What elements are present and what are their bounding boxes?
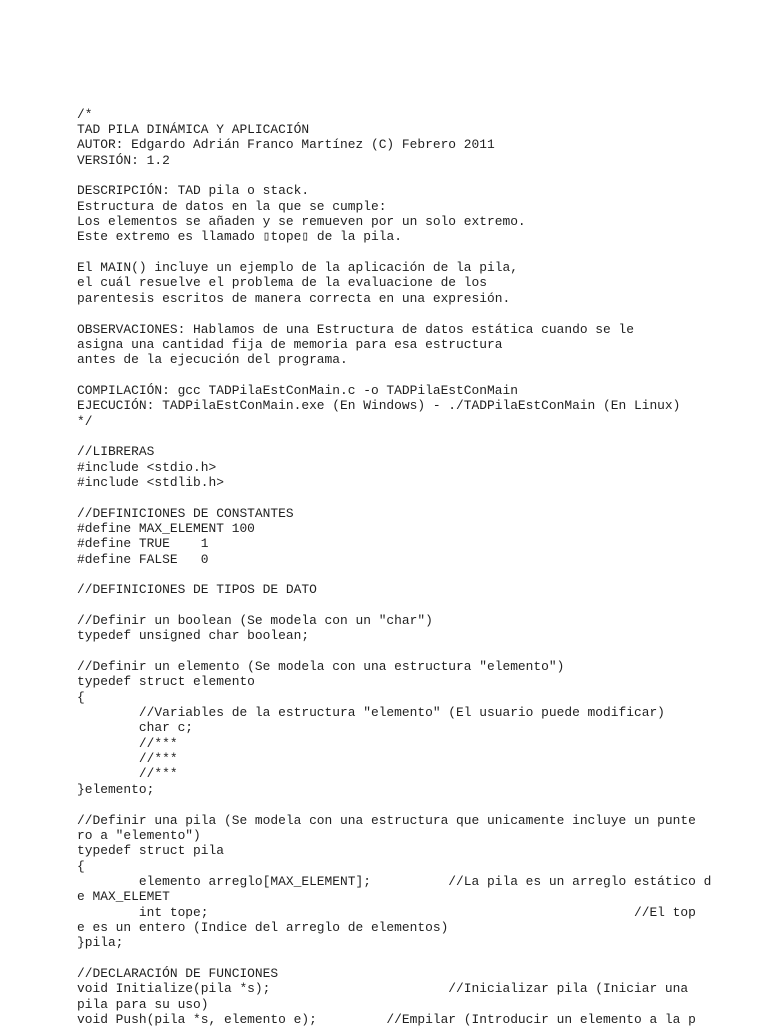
code-line: Los elementos se añaden y se remueven por un solo extremo. [77, 214, 526, 230]
code-line: }pila; [77, 935, 124, 951]
code-line: void Push(pila *s, elemento e); //Empilar (Introducir un elemento a la p [77, 1011, 696, 1027]
code-line: el cuál resuelve el problema de la evaluacione de los [77, 275, 487, 291]
code-line: OBSERVACIONES: Hablamos de una Estructura de datos estática cuando se le [77, 321, 634, 337]
code-line: #include <stdlib.h> [77, 474, 224, 490]
source-code-text [77, 76, 711, 1027]
code-line: //Variables de la estructura "elemento" (El usuario puede modificar) [77, 705, 665, 721]
code-line: { [77, 689, 85, 705]
code-line: DESCRIPCIÓN: TAD pila o stack. [77, 183, 310, 199]
code-line [77, 644, 711, 659]
code-line: //Definir un elemento (Se modela con una estructura "elemento") [77, 659, 565, 675]
code-line: //DECLARACIÓN DE FUNCIONES [77, 965, 279, 981]
code-line: Estructura de datos en la que se cumple: [77, 198, 387, 214]
code-line: COMPILACIÓN: gcc TADPilaEstConMain.c -o TADPilaEstConMain [77, 382, 518, 398]
code-line [77, 168, 711, 183]
code-line: #define TRUE 1 [77, 536, 209, 552]
code-line: #include <stdio.h> [77, 459, 217, 475]
code-line: //*** [77, 766, 178, 782]
code-line: //LIBRERAS [77, 444, 155, 460]
code-line: parentesis escritos de manera correcta en una expresión. [77, 290, 511, 306]
code-line: TAD PILA DINÁMICA Y APLICACIÓN [77, 122, 310, 138]
code-line: #define FALSE 0 [77, 551, 209, 567]
code-line: elemento arreglo[MAX_ELEMENT]; //La pila es un arreglo estático d [77, 873, 712, 889]
code-line: typedef unsigned char boolean; [77, 628, 310, 644]
code-line: e MAX_ELEMET [77, 889, 170, 905]
code-line: //DEFINICIONES DE TIPOS DE DATO [77, 582, 317, 598]
code-line [77, 567, 711, 582]
code-line: }elemento; [77, 781, 155, 797]
code-line: typedef struct elemento [77, 674, 255, 690]
code-line: Este extremo es llamado ▯tope▯ de la pila. [77, 229, 402, 245]
code-line: ro a "elemento") [77, 827, 201, 843]
code-line [77, 368, 711, 383]
code-line: typedef struct pila [77, 843, 224, 859]
code-line: EJECUCIÓN: TADPilaEstConMain.exe (En Windows) - ./TADPilaEstConMain (En Linux) [77, 398, 681, 414]
code-line: void Initialize(pila *s); //Inicializar pila (Iniciar una [77, 981, 689, 997]
code-line: asigna una cantidad fija de memoria para esa estructura [77, 336, 503, 352]
code-line: //Definir una pila (Se modela con una estructura que unicamente incluye un punte [77, 812, 696, 828]
code-line: El MAIN() incluye un ejemplo de la aplicación de la pila, [77, 260, 518, 276]
code-line: AUTOR: Edgardo Adrián Franco Martínez (C) Febrero 2011 [77, 137, 495, 153]
code-line [77, 306, 711, 321]
code-line: //*** [77, 735, 178, 751]
code-line: pila para su uso) [77, 996, 209, 1012]
code-line [77, 490, 711, 505]
code-line: { [77, 858, 85, 874]
code-line: /* [77, 106, 93, 122]
code-line [77, 245, 711, 260]
code-line [77, 951, 711, 966]
code-line: */ [77, 413, 93, 429]
code-line: //*** [77, 751, 178, 767]
code-line: char c; [77, 720, 194, 736]
code-line [77, 797, 711, 812]
code-line: e es un entero (Indice del arreglo de elementos) [77, 919, 449, 935]
code-line: antes de la ejecución del programa. [77, 352, 348, 368]
code-line: int tope; //El top [77, 904, 696, 920]
code-line [77, 429, 711, 444]
code-line: //DEFINICIONES DE CONSTANTES [77, 505, 294, 521]
code-line: VERSIÓN: 1.2 [77, 152, 170, 168]
code-line: #define MAX_ELEMENT 100 [77, 520, 255, 536]
code-line: //Definir un boolean (Se modela con un "char") [77, 613, 433, 629]
code-line [77, 598, 711, 613]
